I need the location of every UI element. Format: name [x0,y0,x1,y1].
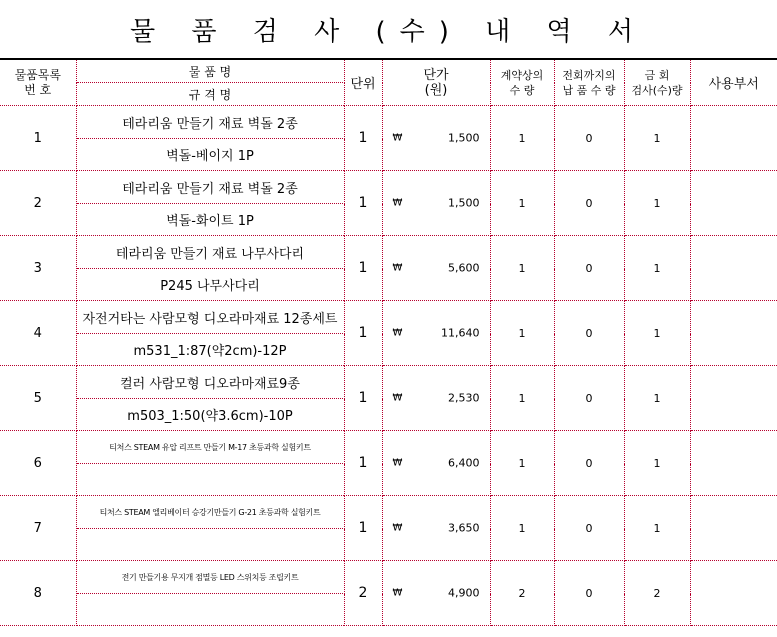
delivered-qty: 0 [554,106,624,171]
dept-cell [690,171,777,236]
table-row [0,106,777,139]
header-item-no [0,59,76,106]
won-symbol: ₩ [392,457,403,469]
item-number: 1 [0,106,76,171]
contract-qty: 1 [490,366,554,431]
inspect-qty: 1 [624,106,690,171]
item-price [382,171,490,236]
item-unit: 1 [344,171,382,236]
table-row [0,301,777,334]
item-number: 8 [0,561,76,626]
item-number: 7 [0,496,76,561]
dept-cell [690,301,777,366]
table-row [0,171,777,204]
item-spec: P245 나무사다리 [76,269,344,301]
item-name: 티처스 STEAM 유압 리프트 만들기 M-17 초등과학 실험키트 [76,431,344,464]
dept-cell [690,431,777,496]
item-price [382,496,490,561]
header-contract-qty [490,59,554,106]
item-price-value: 11,640 [441,326,480,340]
item-price [382,431,490,496]
item-spec [76,594,344,626]
header-price-line2: (원) [424,82,448,98]
item-price [382,561,490,626]
header-item-no-line1: 물품목록 [14,67,61,82]
contract-qty: 1 [490,106,554,171]
item-name: 컬러 사람모형 디오라마재료9종 [76,366,344,399]
header-unit: 단위 [344,59,382,106]
item-price-value: 1,500 [448,196,480,210]
dept-cell [690,106,777,171]
item-price [382,301,490,366]
header-price [382,59,490,106]
item-name: 테라리움 만들기 재료 벽돌 2종 [76,171,344,204]
inspection-table [0,58,777,626]
inspect-qty: 1 [624,171,690,236]
inspect-qty: 1 [624,431,690,496]
won-symbol: ₩ [392,587,403,599]
item-price [382,106,490,171]
item-number: 5 [0,366,76,431]
item-unit: 1 [344,106,382,171]
contract-qty: 1 [490,431,554,496]
header-item-no-line2: 번 호 [24,82,52,97]
won-symbol: ₩ [392,132,403,144]
delivered-qty: 0 [554,496,624,561]
item-unit: 1 [344,236,382,301]
item-number: 2 [0,171,76,236]
item-spec [76,529,344,561]
delivered-qty: 0 [554,171,624,236]
contract-qty: 2 [490,561,554,626]
item-unit: 2 [344,561,382,626]
item-name: 티처스 STEAM 엘리베이터 승강기만들기 G-21 초등과학 실험키트 [76,496,344,529]
item-spec: m531_1:87(약2cm)-12P [76,334,344,366]
delivered-qty: 0 [554,431,624,496]
won-symbol: ₩ [392,522,403,534]
dept-cell [690,366,777,431]
inspect-qty: 1 [624,366,690,431]
header-inspect-qty [624,59,690,106]
delivered-qty: 0 [554,301,624,366]
table-row [0,496,777,529]
item-unit: 1 [344,496,382,561]
item-name: 자전거타는 사람모형 디오라마재료 12종세트 [76,301,344,334]
won-symbol: ₩ [392,262,403,274]
contract-qty: 1 [490,496,554,561]
delivered-qty: 0 [554,236,624,301]
item-price-value: 3,650 [448,521,480,535]
inspect-qty: 1 [624,301,690,366]
inspect-qty: 2 [624,561,690,626]
item-unit: 1 [344,301,382,366]
header-delivered-line1: 전회까지의 [562,68,616,82]
table-row [0,236,777,269]
item-price [382,236,490,301]
header-price-line1: 단가 [423,67,449,83]
item-price-value: 2,530 [448,391,480,405]
contract-qty: 1 [490,236,554,301]
table-row [0,431,777,464]
item-spec: m503_1:50(약3.6cm)-10P [76,399,344,431]
item-unit: 1 [344,431,382,496]
delivered-qty: 0 [554,561,624,626]
item-price-value: 5,600 [448,261,480,275]
won-symbol: ₩ [392,392,403,404]
header-inspect-line2: 검사(수)량 [631,83,683,97]
inspect-qty: 1 [624,496,690,561]
table-row [0,561,777,594]
contract-qty: 1 [490,171,554,236]
header-inspect-line1: 금 회 [644,68,670,82]
item-name: 테라리움 만들기 재료 나무사다리 [76,236,344,269]
won-symbol: ₩ [392,197,403,209]
delivered-qty: 0 [554,366,624,431]
header-contract-line2: 수 량 [509,83,535,97]
header-spec: 규 격 명 [76,83,344,106]
document-title: 물 품 검 사 (수) 내 역 서 [129,16,648,47]
item-number: 6 [0,431,76,496]
dept-cell [690,561,777,626]
contract-qty: 1 [490,301,554,366]
table-row [0,366,777,399]
item-spec: 벽돌-베이지 1P [76,139,344,171]
item-spec [76,464,344,496]
item-unit: 1 [344,366,382,431]
item-price-value: 6,400 [448,456,480,470]
inspect-qty: 1 [624,236,690,301]
item-number: 4 [0,301,76,366]
item-name: 테라리움 만들기 재료 벽돌 2종 [76,106,344,139]
header-delivered-line2: 납 품 수 량 [562,83,616,97]
item-spec: 벽돌-화이트 1P [76,204,344,236]
item-price-value: 1,500 [448,131,480,145]
header-name: 물 품 명 [76,59,344,83]
header-contract-line1: 계약상의 [500,68,544,82]
header-dept: 사용부서 [690,59,777,106]
dept-cell [690,496,777,561]
item-price [382,366,490,431]
item-number: 3 [0,236,76,301]
won-symbol: ₩ [392,327,403,339]
dept-cell [690,236,777,301]
item-price-value: 4,900 [448,586,480,600]
header-delivered-qty [554,59,624,106]
item-name: 전기 만들기용 무지개 점멸등 LED 스위치등 조립키트 [76,561,344,594]
